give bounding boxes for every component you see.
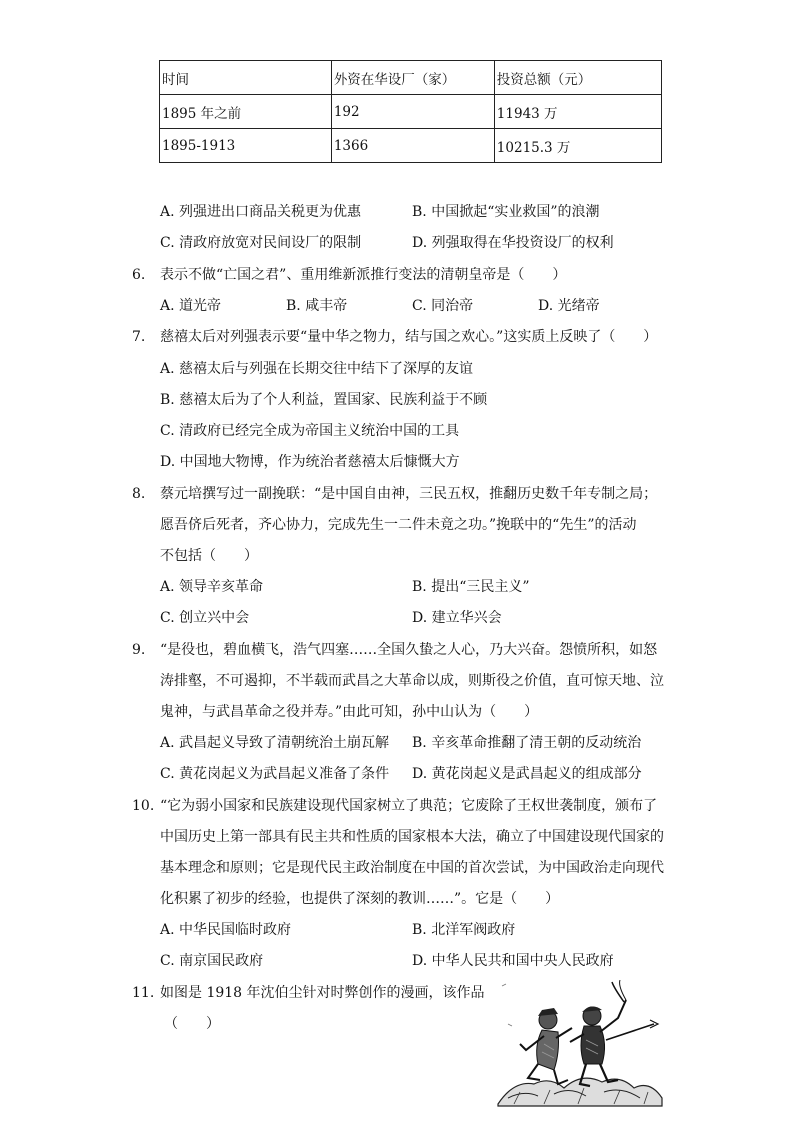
q5-option-a: A. 列强进出口商品关税更为优惠 [160,204,362,220]
q6-option-c: C. 同治帝 [412,298,474,314]
q7-option-b: B. 慈禧太后为了个人利益，置国家、民族利益于不顾 [160,392,488,408]
q9-number: 9. [132,642,146,658]
table-cell: 10215.3 万 [494,129,661,163]
q6-option-d: D. 光绪帝 [538,298,600,314]
q8-option-d: D. 建立华兴会 [412,610,502,626]
q8-option-a: A. 领导辛亥革命 [160,579,264,595]
q7-option-a: A. 慈禧太后与列强在长期交往中结下了深厚的友谊 [160,361,474,377]
q7-option-d: D. 中国地大物博，作为统治者慈禧太后慷慨大方 [160,454,460,470]
table-cell: 11943 万 [494,95,661,129]
q5-option-b: B. 中国掀起“实业救国”的浪潮 [412,204,600,220]
q10-option-b: B. 北洋军阀政府 [412,922,516,938]
q6-option-a: A. 道光帝 [160,298,222,314]
q8-number: 8. [132,486,146,502]
investment-table [159,60,662,163]
table-cell: 1895-1913 [160,129,332,163]
q8-option-c: C. 创立兴中会 [160,610,250,626]
q7-number: 7. [132,329,146,345]
q6-option-b: B. 咸丰帝 [286,298,348,314]
q6-number: 6. [132,267,146,283]
table-header-row [160,61,662,95]
q10-number: 10. [132,798,155,814]
q7-option-c: C. 清政府已经完全成为帝国主义统治中国的工具 [160,423,460,439]
q10-stem-line: 基本理念和原则；它是现代民主政治制度在中国的首次尝试，为中国政治走向现代 [160,860,664,876]
q11-stem-line: （ ） [164,1016,220,1032]
table-header-cell: 投资总额（元） [494,61,661,95]
q8-stem-line: 蔡元培撰写过一副挽联：“是中国自由神，三民五权，推翻历史数千年专制之局； [160,486,658,502]
q9-stem-line: 鬼神，与武昌革命之役并寿。”由此可知，孙中山认为（ ） [160,704,539,720]
q7-stem: 慈禧太后对列强表示要“量中华之物力，结与国之欢心。”这实质上反映了（ ） [160,329,658,345]
q5-option-d: D. 列强取得在华投资设厂的权利 [412,235,614,251]
q10-stem-line: “它为弱小国家和民族建设现代国家树立了典范；它废除了王权世袭制度，颁布了 [160,798,658,814]
q6-stem: 表示不做“亡国之君”、重用维新派推行变法的清朝皇帝是（ ） [160,267,567,283]
table-cell: 192 [331,95,494,129]
q5-option-c: C. 清政府放宽对民间设厂的限制 [160,235,362,251]
q9-stem-line: 涛排壑，不可遏抑，不半载而武昌之大革命以成，则斯役之价值，直可惊天地、泣 [160,673,664,689]
q9-option-a: A. 武昌起义导致了清朝统治土崩瓦解 [160,735,390,751]
table-cell: 1366 [331,129,494,163]
q10-option-d: D. 中华人民共和国中央人民政府 [412,953,614,969]
table-header-cell: 外资在华设厂（家） [331,61,494,95]
q10-option-c: C. 南京国民政府 [160,953,264,969]
q11-stem-line: 如图是 1918 年沈伯尘针对时弊创作的漫画，该作品 [160,985,485,1001]
q8-option-b: B. 提出“三民主义” [412,579,530,595]
q8-stem-line: 不包括（ ） [160,548,258,564]
cartoon-illustration [494,980,666,1108]
q8-stem-line: 愿吾侪后死者，齐心协力，完成先生一二件未竟之功。”挽联中的“先生”的活动 [160,517,637,533]
q9-option-b: B. 辛亥革命推翻了清王朝的反动统治 [412,735,642,751]
table-row [160,95,662,129]
q10-stem-line: 中国历史上第一部具有民主共和性质的国家根本大法，确立了中国建设现代国家的 [160,829,664,845]
q11-number: 11. [132,985,155,1001]
q10-option-a: A. 中华民国临时政府 [160,922,292,938]
q10-stem-line: 化积累了初步的经验，也提供了深刻的教训……”。它是（ ） [160,891,560,907]
table-row [160,129,662,163]
table-cell: 1895 年之前 [160,95,332,129]
q9-stem-line: “是役也，碧血横飞，浩气四塞……全国久蛰之人心，乃大兴奋。怨愤所积，如怒 [160,642,658,658]
table-header-cell: 时间 [160,61,332,95]
q9-option-c: C. 黄花岗起义为武昌起义准备了条件 [160,766,390,782]
q9-option-d: D. 黄花岗起义是武昌起义的组成部分 [412,766,642,782]
